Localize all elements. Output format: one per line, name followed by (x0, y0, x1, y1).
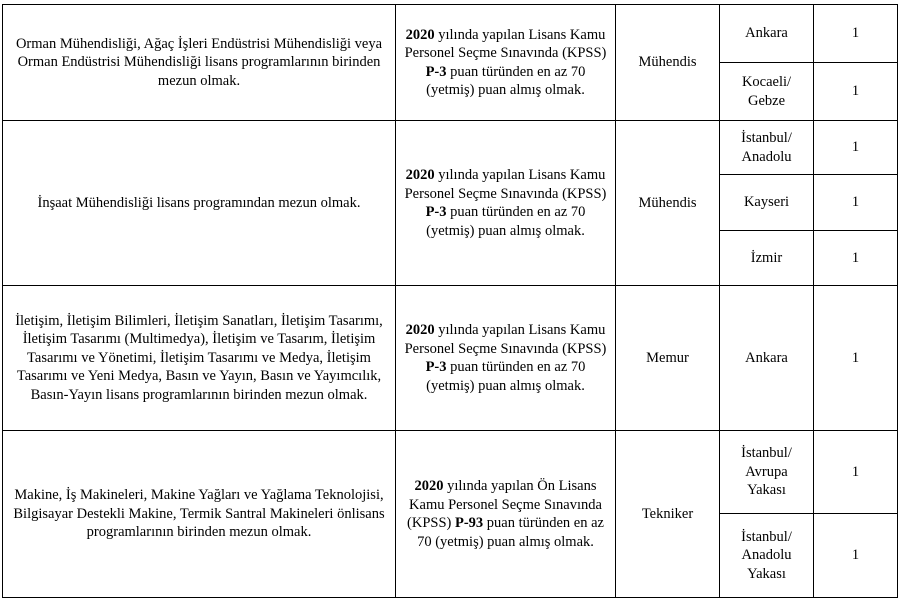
exam-text: puan türünden en az 70 (yetmiş) puan almış olmak. (426, 359, 586, 394)
position-count: 1 (814, 63, 898, 121)
exam-year: 2020 (414, 478, 444, 494)
exam-year: 2020 (405, 26, 435, 43)
location-city: Ankara (720, 286, 814, 431)
table-row (3, 431, 898, 514)
position-count: 1 (814, 5, 898, 63)
exam-text: puan türünden en az 70 (yetmiş) puan almış olmak. (417, 515, 604, 550)
location-city: İstanbul/ Anadolu Yakası (720, 514, 814, 598)
education-requirement: Orman Mühendisliği, Ağaç İşleri Endüstrisi Mühendisliği veya Orman Endüstrisi Mühendisliği lisans programlarının birinden mezun olmak. (3, 5, 396, 121)
location-city: Ankara (720, 5, 814, 63)
education-requirement: İnşaat Mühendisliği lisans programından mezun olmak. (3, 121, 396, 286)
exam-text: puan türünden en az 70 (yetmiş) puan almış olmak. (426, 63, 586, 98)
exam-score-type: P-93 (454, 515, 484, 531)
table-row (3, 121, 898, 175)
exam-year: 2020 (405, 167, 435, 183)
education-requirement: İletişim, İletişim Bilimleri, İletişim Sanatları, İletişim Tasarımı, İletişim Tasarımı (Multimedya), İletişim ve Tasarım, İletişim Tasarımı ve Yönetimi, İletişim Tasarımı ve Medya, İletişim Tasarımı ve Yeni Medya, Basın ve Yayın, Basın ve Yayımcılık, Basın-Yayın lisans programlarının birinden mezun olmak. (3, 286, 396, 431)
position-title: Tekniker (616, 431, 720, 598)
position-count: 1 (814, 231, 898, 286)
exam-requirement (396, 286, 616, 431)
requirements-table (2, 4, 898, 598)
exam-score-type: P-3 (425, 63, 447, 80)
exam-text: yılında yapılan Ön Lisans Kamu Personel Seçme Sınavında (KPSS) (407, 478, 602, 531)
exam-score-type: P-3 (425, 359, 447, 375)
table-row (3, 286, 898, 431)
location-city: İstanbul/ Anadolu (720, 121, 814, 175)
location-city: Kayseri (720, 175, 814, 231)
location-city: Kocaeli/ Gebze (720, 63, 814, 121)
position-title: Memur (616, 286, 720, 431)
position-count: 1 (814, 514, 898, 598)
position-count: 1 (814, 286, 898, 431)
exam-score-type: P-3 (425, 204, 447, 220)
location-city: İstanbul/ Avrupa Yakası (720, 431, 814, 514)
exam-requirement (396, 431, 616, 598)
position-title: Mühendis (616, 121, 720, 286)
exam-requirement (396, 5, 616, 121)
location-city: İzmir (720, 231, 814, 286)
position-count: 1 (814, 121, 898, 175)
position-title: Mühendis (616, 5, 720, 121)
exam-text: yılında yapılan Lisans Kamu Personel Seçme Sınavında (KPSS) (404, 167, 607, 202)
table-row (3, 5, 898, 63)
education-requirement: Makine, İş Makineleri, Makine Yağları ve Yağlama Teknolojisi, Bilgisayar Destekli Makine, Termik Santral Makineleri önlisans programlarının birinden mezun olmak. (3, 431, 396, 598)
exam-text: yılında yapılan Lisans Kamu Personel Seçme Sınavında (KPSS) (404, 322, 607, 357)
exam-requirement (396, 121, 616, 286)
position-count: 1 (814, 431, 898, 514)
exam-text: puan türünden en az 70 (yetmiş) puan almış olmak. (426, 204, 586, 239)
position-count: 1 (814, 175, 898, 231)
exam-year: 2020 (405, 322, 435, 338)
exam-text: yılında yapılan Lisans Kamu Personel Seçme Sınavında (KPSS) (404, 26, 607, 61)
